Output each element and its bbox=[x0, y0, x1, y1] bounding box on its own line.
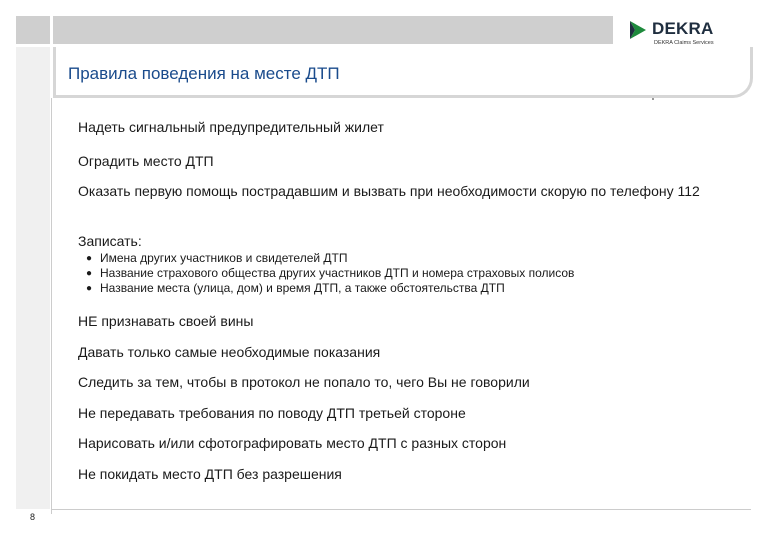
logo-text: DEKRA bbox=[652, 19, 714, 38]
list-item: Не передавать требования по поводу ДТП третьей стороне bbox=[78, 405, 466, 421]
dekra-logo-icon bbox=[628, 20, 648, 40]
sub-list bbox=[86, 251, 574, 296]
vertical-divider bbox=[51, 98, 52, 514]
bullet-icon: ● bbox=[86, 253, 93, 264]
sub-list-item: ● Название места (улица, дом) и время ДТП, а также обстоятельства ДТП bbox=[86, 281, 505, 295]
list-item: Оградить место ДТП bbox=[78, 153, 214, 169]
list-item: Записать: bbox=[78, 233, 142, 249]
list-item: НЕ признавать своей вины bbox=[78, 313, 254, 329]
header-bar bbox=[53, 16, 613, 44]
decorative-dot bbox=[652, 98, 654, 100]
logo-subtitle: DEKRA Claims Services bbox=[654, 40, 714, 46]
list-item: Давать только самые необходимые показания bbox=[78, 344, 381, 360]
sub-list-item: ● Название страхового общества других участников ДТП и номера страховых полисов bbox=[86, 266, 575, 280]
dekra-logo bbox=[628, 18, 748, 48]
bullet-icon: ● bbox=[86, 268, 93, 279]
list-item: Оказать первую помощь пострадавшим и вызвать при необходимости скорую по телефону 112 bbox=[78, 183, 700, 199]
list-item: Нарисовать и/или сфотографировать место ДТП с разных сторон bbox=[78, 435, 507, 451]
header-bar-left bbox=[16, 16, 50, 44]
left-margin-strip bbox=[16, 47, 50, 509]
footer-divider bbox=[51, 509, 751, 510]
list-item: Следить за тем, чтобы в протокол не попало то, чего Вы не говорили bbox=[78, 374, 530, 390]
sub-list-item: ● Имена других участников и свидетелей ДТП bbox=[86, 251, 348, 265]
bullet-icon: ● bbox=[86, 283, 93, 294]
list-item: Надеть сигнальный предупредительный жилет bbox=[78, 119, 384, 135]
page-title: Правила поведения на месте ДТП bbox=[68, 64, 340, 83]
page-number: 8 bbox=[30, 512, 36, 522]
list-item: Не покидать место ДТП без разрешения bbox=[78, 466, 342, 482]
